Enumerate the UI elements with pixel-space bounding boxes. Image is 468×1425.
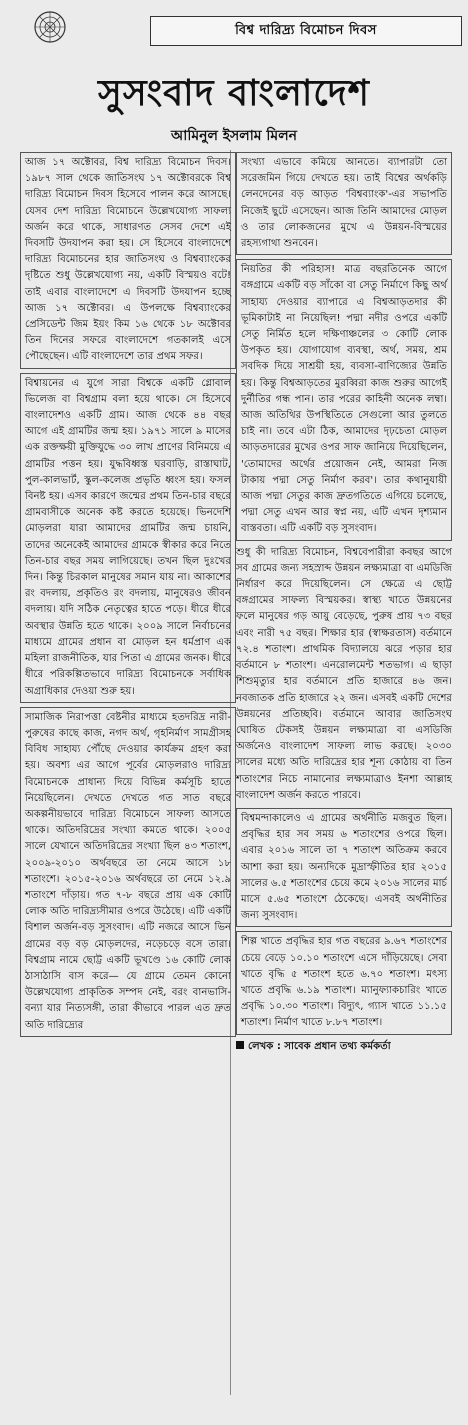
paragraph: শুধু কী দারিদ্র্য বিমোচন, বিশ্ববেপারীরা কবছর আগে সব গ্রামের জন্য সহস্রাব্দ উন্নয়ন লক্ষ্যমাত্রা বা এমডিজি নির্ধারণ করে দিয়েছিলেন। সে ক্ষেত্রে এ ছোট্ট বঙ্গগ্রামের সাফল্য বিস্ময়কর। স্বাস্থ্য খাতে উন্নয়নের ফলে মানুষের গড় আয়ু বেড়েছে, পুরুষ প্রায় ৭৩ বছর এবং নারী ৭৫ বছর। শিক্ষার হার (স্বাক্ষরতাস) বর্তমানে ৭২.৪ শতাংশ। প্রাথমিক বিদ্যালয়ে ঝরে পড়ার হার বর্তমানে ৮ শতাংশ। এনরোলমেন্ট শতভাগ। এ ছাড়া শিশুমৃত্যুর হার বর্তমানে প্রতি হাজারে ৪৬ জন। নবজাতক প্রতি হাজারে ২২ জন। এসবই একটি দেশের উন্নয়নের প্রতিচ্ছবি। বর্তমানে আবার জাতিসংঘ ঘোষিত টেকসই উন্নয়ন লক্ষ্যমাত্রা বা এসডিজি অর্জনেও বাংলাদেশ সাফল্য লাভ করছে। ২০৩০ সালের মধ্যে অতি দারিদ্রের হার শূন্য কোঠায় বা তিন শতাংশের নিচে নামানোর লক্ষ্যমাত্রাও ইনশা আল্লাহ বাংলাদেশ অর্জন করতে পারবে। bbox=[236, 546, 452, 801]
headline: সুসংবাদ বাংলাদেশ bbox=[98, 72, 370, 114]
safety-net-box bbox=[20, 707, 236, 1037]
article-left-column bbox=[20, 152, 236, 1392]
paragraph: বিশ্বমন্দাকালেও এ গ্রামের অর্থনীতি মজবুত ছিল। প্রবৃদ্ধির হার সব সময় ৬ শতাংশের ওপরে ছিল। এবার ২০১৬ সালে তা ৭ শতাংশ অতিক্রম করবে আশা করা হয়। অন্যদিকে মুদ্রাস্ফীতির হার ২০১৫ সালের ৬.৫ শতাংশের চেয়ে কমে ২০১৬ সালের মার্চ মাসে ৫.৬৫ শতাংশে ঠেকেছে। এসবই অর্থনীতির জন্য সুসংবাদ। bbox=[241, 812, 447, 922]
paragraph: নিয়তির কী পরিহাস! মাত্র বছরতিনেক আগে বঙ্গগ্রামে একটি বড় সাঁকো বা সেতু নির্মাণে কিছু অর্থ সাহায্য দেওয়ার ব্যাপারে এ বিশ্বআড়তদার কী ভূমিকাটাই না নিয়েছিল! পদ্মা নদীর ওপরে একটি সেতু নির্মিত হলে দক্ষিণাঞ্চলের ৩ কোটি লোক উপকৃত হয়। যোগাযোগ ব্যবস্থা, অর্থ, সময়, শ্রম সবদিক দিয়ে সাশ্রয়ী হয়, ব্যবসা-বাণিজ্যের উন্নতি হয়। কিন্তু বিশ্বআড়তের মুরব্বিরা কাজ শুরুর আগেই দুর্নীতির গন্ধ পান। তার পরের কাহিনী অনেক লম্বা। আজ অতিথির উপস্থিতিতে সেগুলো আর তুলতে চাই না। তবে এটা ঠিক, আমাদের দৃঢ়চেতা মোড়ল আড়তদারের মুখের ওপর সাফ জানিয়ে দিয়েছিলেন, 'তোমাদের অর্থের প্রয়োজন নেই, আমরা নিজ টাকায় পদ্মা সেতু নির্মাণ করব'। তার কথানুযায়ী আজ পদ্মা সেতুর কাজ দ্রুতগতিতে এগিয়ে চলেছে, পদ্মা সেতু এখন আর স্বপ্ন নয়, এটি এখন দৃশ্যমান বাস্তবতা। এটি একটি বড় সুসংবাদ। bbox=[241, 264, 447, 535]
byline: আমিনুল ইসলাম মিলন bbox=[170, 128, 297, 144]
intro-box bbox=[20, 152, 236, 369]
author-note bbox=[236, 1039, 452, 1055]
section-title: বিশ্ব দারিদ্র্য বিমোচন দিবস bbox=[150, 16, 462, 46]
paragraph: সংখ্যা এভাবে কমিয়ে আনতে। ব্যাপারটা তো সরেজমিন গিয়ে দেখতে হয়। তাই বিশ্বের অর্থকড়ি লেনদেনের বড় আড়ত 'বিশ্বব্যাংক'-এর সভাপতি নিজেই ছুটে এসেছেন। আজ তিনি আমাদের মোড়ল ও তার লোকজনের মুখে এ উন্নয়ন-বিস্ময়ের রহস্যগাথা শুনবেন। bbox=[241, 157, 447, 250]
article-right-column bbox=[236, 152, 452, 1412]
paragraph: আজ ১৭ অক্টোবর, বিশ্ব দারিদ্র্য বিমোচন দিবস। ১৯৮৭ সাল থেকে জাতিসংঘ ১৭ অক্টোবরকে বিশ্ব দারিদ্র্য বিমোচন দিবস হিসেবে পালন করে আসছে। যেসব দেশ দারিদ্র্য বিমোচনে উল্লেখযোগ্য সাফল্য অর্জন করে থাকে, সাধারণত সেসব দেশে এই দিবসটি উদযাপন করা হয়। সে হিসেবে বাংলাদেশে দারিদ্র্য বিমোচনের হার জাতিসংঘ ও বিশ্বব্যাংকের দৃষ্টিতে শুধু উল্লেখযোগ্য নয়, একটি বিস্ময়ও বটে! তাই এবার বাংলাদেশে এ দিবসটি উদযাপন হচ্ছে আজ ১৭ অক্টোবর। এ উপলক্ষে বিশ্বব্যাংকের প্রেসিডেন্ট জিম ইয়ং কিম ১৬ থেকে ১৮ অক্টোবর তিন দিনের সফরে বাংলাদেশে গতকালই এসে পৌছেছেন। এটি বাংলাদেশে তার প্রথম সফর। bbox=[25, 157, 231, 363]
industry-box bbox=[236, 931, 452, 1034]
world-bank-box bbox=[236, 152, 452, 255]
paragraph: বিশ্বায়নের এ যুগে সারা বিশ্বকে একটি গ্লোবাল ভিলেজ বা বিশ্বগ্রাম বলা হয়ে থাকে। সে হিসেবে বাংলাদেশও একটি গ্রাম। আজ থেকে ৪৪ বছর আগে এই গ্রামটির জন্ম হয়। ১৯৭১ সালে ৯ মাসের এক রক্তক্ষয়ী মুক্তিযুদ্ধে ৩০ লাখ প্রাণের বিনিময়ে এ গ্রামটির পত্তন হয়। যুদ্ধবিধ্বস্ত ঘরবাড়ি, রাস্তাঘাট, পুল-কালভার্ট, স্কুল-কলেজ প্রভৃতি ধ্বংস হয়। ফসল বিনষ্ট হয়। এসব কারণে জন্মের প্রথম তিন-চার বছরে গ্রামবাসীকে অনেক কষ্ট করতে হয়েছে। ভিনদেশি মোড়লরা যারা আমাদের গ্রামটির জন্ম চায়নি, তাদের অনেকেই আমাদের গ্রামকে স্বীকার করে নিতে তিন-চার বছর সময় লাগিয়েছে। তখন ছিল দুঃখের দিন। কিন্তু চিরকাল মানুষের সমান যায় না। আকাশের রং বদলায়, প্রকৃতিও রং বদলায়, মানুষেরও জীবন বদলায়। যদি সঠিক নেতৃত্বের হাতে পড়ে। ধীরে ধীরে অবস্থার উন্নতি হতে থাকে। ২০০৯ সালে নির্বাচনের মাধ্যমে গ্রামের প্রধান বা মোড়ল হন ধর্মপ্রাণ এক মহিলা রাজনীতিক, যার পিতা এ গ্রামের জনক। ধীরে ধীরে পরিকল্পিতভাবে দারিদ্র্য বিমোচনকে সর্বাধিক অগ্রাধিকার দেওয়া শুরু হয়। bbox=[25, 377, 231, 697]
paragraph: সামাজিক নিরাপত্তা বেষ্টনীর মাধ্যমে হতদরিদ্র নারী-পুরুষের কাছে কাজ, নগদ অর্থ, গৃহনির্মাণ সামগ্রীসহ বিবিধ সাহায্য পৌঁছে দেওয়ার কার্যক্রম গ্রহণ করা হয়। অবশ্য এর আগে পূর্বের মোড়লরাও দারিদ্র্য বিমোচনকে প্রাধান্য দিয়ে বিভিন্ন কর্মসূচি হাতে নিয়েছিলেন। দেখতে দেখতে গত সাত বছরে অকল্পনীয়ভাবে দারিদ্র্য বিমোচনে সাফল্য আসতে থাকে। অতিদরিদ্রের সংখ্যা কমতে থাকে। ২০০৫ সালে যেখানে অতিদরিদ্রের সংখ্যা ছিল ৪৩ শতাংশ, ২০০৯-২০১০ অর্থবছরে তা নেমে আসে ১৮ শতাংশে। ২০১৫-২০১৬ অর্থবছরে তা নেমে ১২.৯ শতাংশে দাঁড়ায়। গত ৭-৮ বছরে প্রায় এক কোটি লোক অতি দারিদ্র্যসীমার ওপরে উঠেছে। এটি একটি বিশাল অর্জন-বড় সুসংবাদ। এটি নজরে আসে ভিন গ্রামের বড় বড় মোড়লদের, নড়েচড়ে বসে তারা। বিশ্বগ্রাম নামে ছোট্ট একটি ভূখণ্ডে ১৬ কোটি লোক ঠাসাঠাসি বাস করে— যে গ্রামে তেমন কোনো উল্লেখযোগ্য প্রাকৃতিক সম্পদ নেই, বরং বানভাসি-বন্যা যার নিত্যসঙ্গী, তারা কীভাবে পারল এত দ্রুত অতি দারিদ্র্যের bbox=[25, 711, 231, 1031]
author-note-text: লেখক : সাবেক প্রধান তথ্য কর্মকর্তা bbox=[248, 1040, 391, 1052]
un-emblem-icon bbox=[33, 10, 67, 44]
global-village-box bbox=[20, 373, 236, 703]
paragraph: শিল্প খাতে প্রবৃদ্ধির হার গত বছরের ৯.৬৭ শতাংশের চেয়ে বেড়ে ১০.১০ শতাংশে এসে দাঁড়িয়েছে। সেবা খাতে বৃদ্ধি ৫ শতাংশ হতে ৬.৭০ শতাংশ। মৎস্য খাতে প্রবৃদ্ধি ৬.১৯ শতাংশ। ম্যানুফ্যাকচারিং খাতে প্রবৃদ্ধি ১০.৩০ শতাংশ। বিদ্যুৎ, গ্যাস খাতে ১১.১৫ শতাংশ। নির্মাণ খাতে ৮.৮৭ শতাংশ। bbox=[241, 936, 447, 1029]
square-bullet-icon bbox=[236, 1041, 244, 1049]
padma-bridge-box bbox=[236, 259, 452, 540]
economy-box bbox=[236, 808, 452, 927]
